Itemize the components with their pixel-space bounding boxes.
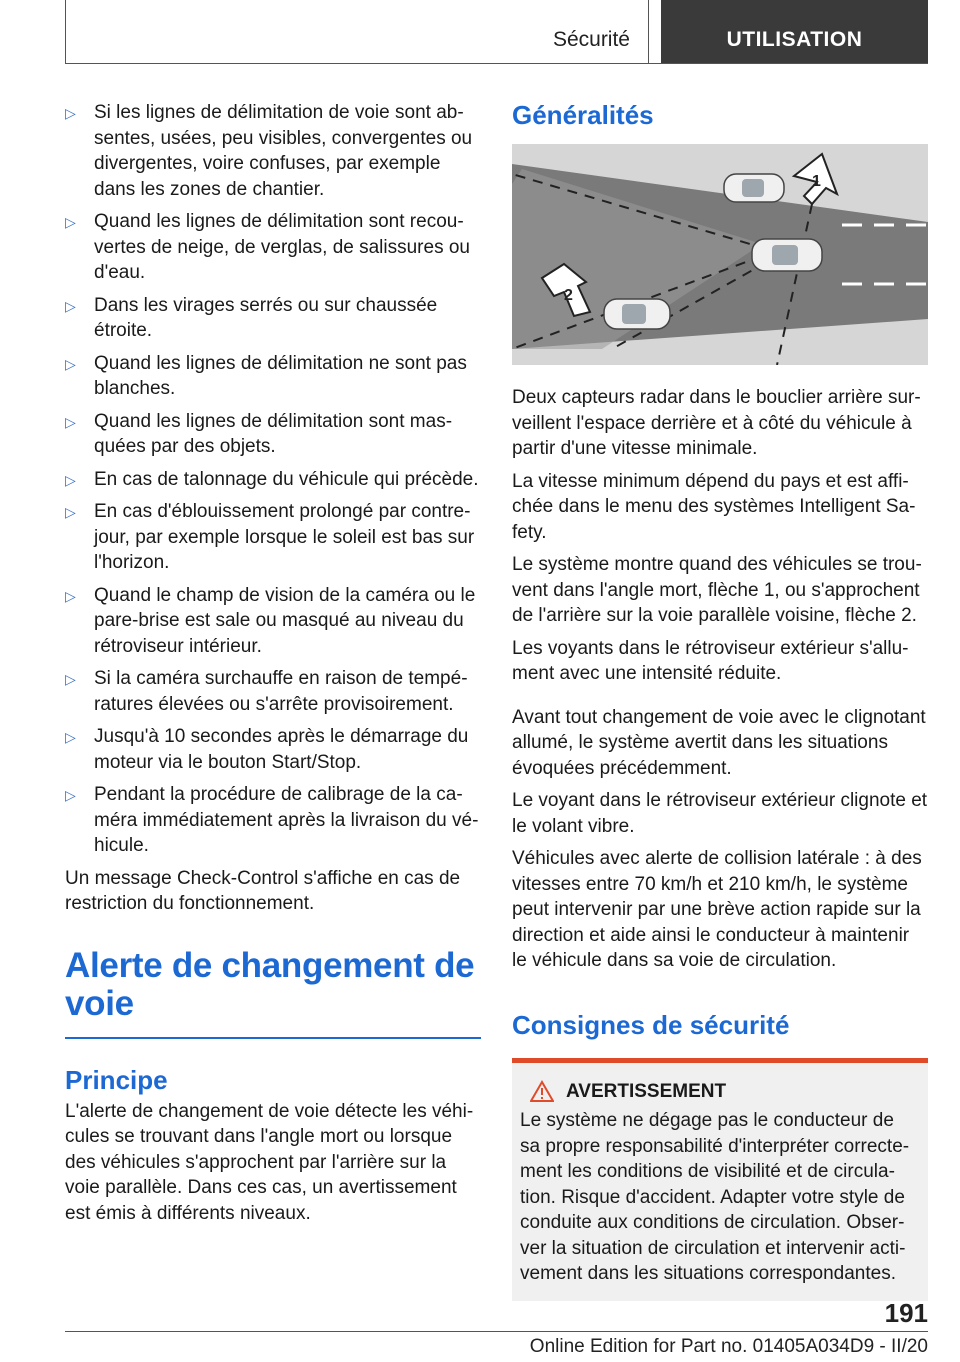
left-column — [65, 100, 481, 1233]
blind-spot-figure — [512, 144, 928, 365]
list-item: ▷ Quand le champ de vision de la caméra ou le pare-brise est sale ou masqué au niveau du rétroviseur intérieur. — [65, 584, 476, 657]
footer-edition: Online Edition for Part no. 01405A034D9 - II/20 — [529, 1336, 928, 1357]
principe-title: Principe — [65, 1064, 168, 1095]
warning-text: Le système ne dégage pas le conducteur de sa propre responsabilité d'interpréter correctement les conditions de visibilité et de circulation. Risque d'accident. Adapter votre style de conduite aux conditions de circulation. Observer la situation de circulation et intervenir activement dans les situations correspondantes. — [520, 1110, 910, 1284]
triangle-bullet-icon: ▷ — [65, 471, 76, 488]
triangle-bullet-icon: ▷ — [65, 355, 76, 372]
triangle-bullet-icon: ▷ — [65, 587, 76, 604]
triangle-bullet-icon: ▷ — [65, 105, 76, 121]
paragraph: Les voyants dans le rétroviseur extérieur s'allument avec une intensité réduite. — [512, 637, 909, 684]
check-control-note: Un message Check-Control s'affiche en cas de restriction du fonctionnement. — [65, 867, 461, 914]
triangle-bullet-icon: ▷ — [65, 671, 76, 687]
triangle-bullet-icon: ▷ — [65, 297, 76, 314]
paragraph: Deux capteurs radar dans le bouclier arrière surveillent l'espace derrière et à côté du véhicule à partir d'une vitesse minimale. — [512, 387, 921, 459]
car-rear — [604, 299, 670, 329]
car-ego — [752, 239, 822, 271]
paragraph: Avant tout changement de voie avec le clignotant allumé, le système avertit dans les situations évoquées précédemment. — [512, 706, 926, 779]
warning-box — [512, 1063, 928, 1301]
svg-text:2: 2 — [564, 287, 573, 304]
list-item: ▷ Si les lignes de délimitation de voie sont absentes, usées, peu visibles, convergentes ou divergentes, voire confuses, par exemple dans les zones de chantier. — [65, 102, 473, 200]
triangle-bullet-icon: ▷ — [65, 729, 76, 745]
lane-diagram — [512, 144, 928, 365]
right-column — [512, 100, 928, 1301]
paragraph: Le système montre quand des véhicules se trouvent dans l'angle mort, flèche 1, ou s'approchent de l'arrière sur la voie parallèle voisine, flèche 2. — [512, 554, 922, 626]
list-item: ▷ Si la caméra surchauffe en raison de températures élevées ou s'arrête provisoirement. — [65, 668, 468, 715]
paragraph: La vitesse minimum dépend du pays et est affichée dans le menu des systèmes Intelligent Safety. — [512, 470, 916, 543]
principe-text: L'alerte de changement de voie détecte les véhicules se trouvant dans l'angle mort ou lorsque des véhicules s'approchent par l'arrière sur la voie parallèle. Dans ces cas, un avertissement est émis à différents niveaux. — [65, 1100, 474, 1224]
list-item: ▷ Pendant la procédure de calibrage de la caméra immédiatement après la livraison du véhicule. — [65, 784, 479, 856]
list-item: ▷ Quand les lignes de délimitation sont recouvertes de neige, de verglas, de salissures ou d'eau. — [65, 211, 470, 283]
list-item: ▷ Jusqu'à 10 secondes après le démarrage du moteur via le bouton Start/Stop. — [65, 726, 469, 773]
triangle-bullet-icon: ▷ — [65, 787, 76, 803]
triangle-bullet-icon: ▷ — [65, 214, 76, 230]
section-title: Alerte de changement de voie — [65, 945, 475, 1023]
page-number: 191 — [884, 1298, 928, 1328]
list-item: ▷ En cas d'éblouissement prolongé par contre-jour, par exemple lorsque le soleil est bas sur l'horizon. — [65, 501, 475, 573]
triangle-bullet-icon: ▷ — [65, 413, 76, 430]
section-title-rule — [65, 1037, 481, 1039]
paragraph: Le voyant dans le rétroviseur extérieur clignote et le volant vibre. — [512, 790, 928, 837]
list-item: ▷ En cas de talonnage du véhicule qui précède. — [65, 467, 481, 493]
consignes-title: Consignes de sécurité — [512, 1009, 790, 1040]
list-item: ▷ Quand les lignes de délimitation sont masquées par des objets. — [65, 410, 453, 457]
warning-triangle-icon — [530, 1080, 554, 1102]
car-top — [724, 174, 784, 202]
triangle-bullet-icon: ▷ — [65, 504, 76, 520]
list-item: ▷ Dans les virages serrés ou sur chaussée étroite. — [65, 294, 438, 341]
header-rule — [65, 63, 928, 64]
paragraph: Véhicules avec alerte de collision latérale : à des vitesses entre 70 km/h et 210 km/h, le système peut intervenir par une brève action rapide sur la direction et aide ainsi le conducteur à maintenir le véhicule dans sa voie de circulation. — [512, 848, 922, 971]
warning-title: AVERTISSEMENT — [520, 1079, 918, 1105]
header-section: Sécurité — [552, 28, 630, 51]
header-chapter-tab: UTILISATION — [661, 0, 928, 63]
generalites-title: Généralités — [512, 100, 654, 130]
conditions-list — [65, 100, 481, 859]
list-item: ▷ Quand les lignes de délimitation ne sont pas blanches. — [65, 352, 467, 399]
svg-text:1: 1 — [812, 173, 821, 190]
footer-rule — [65, 1331, 928, 1332]
